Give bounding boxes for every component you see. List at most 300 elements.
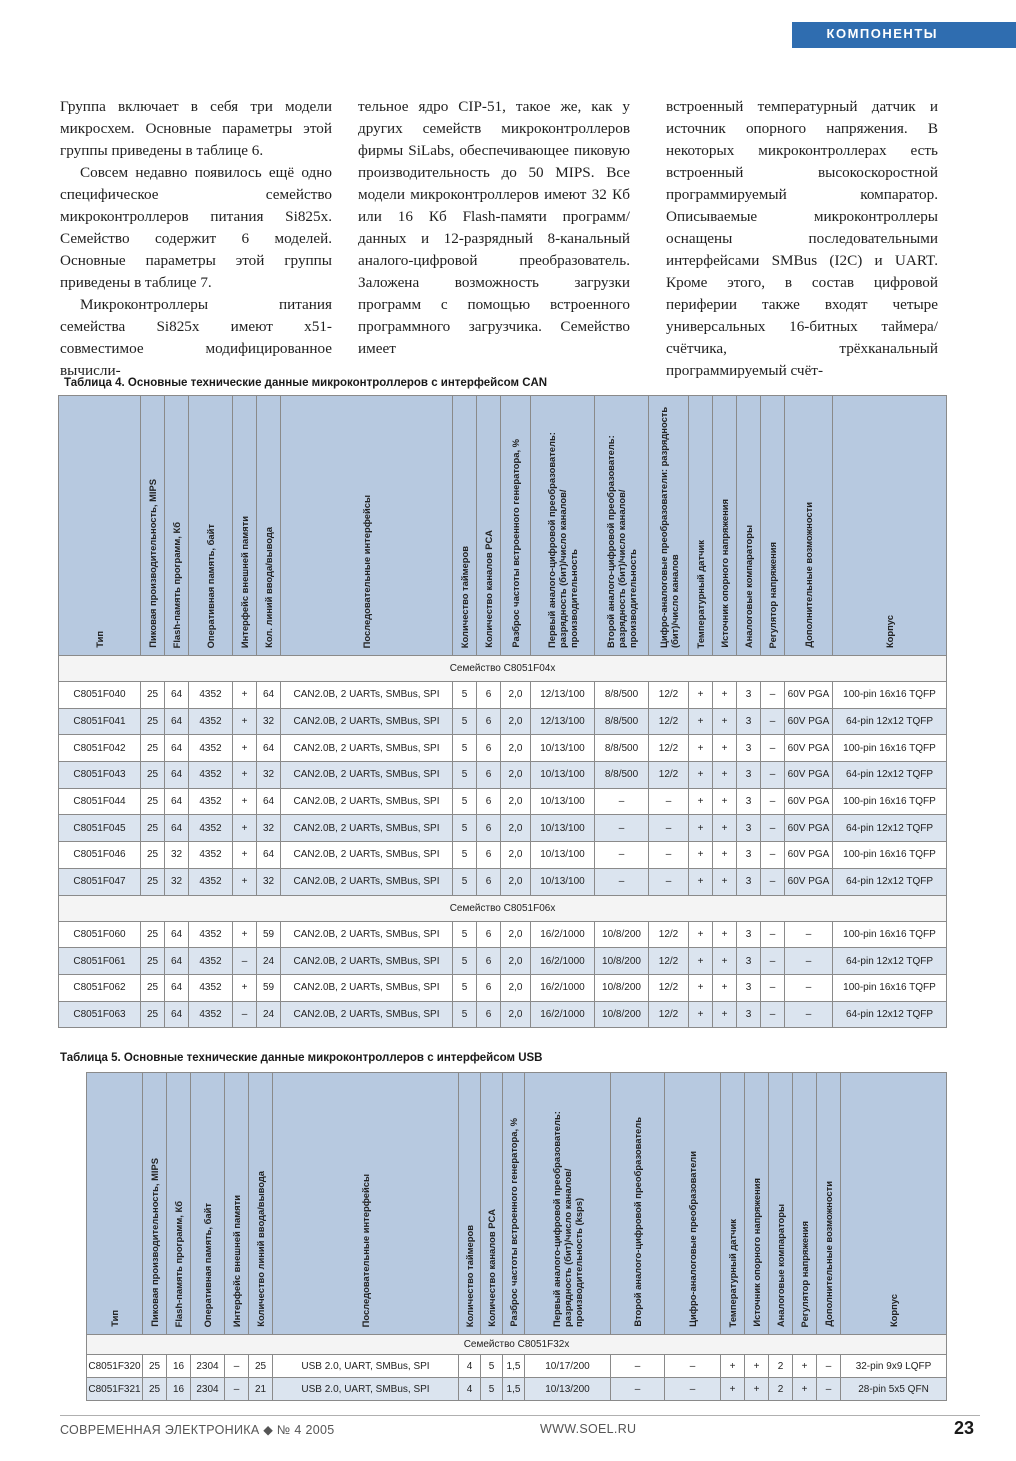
table-cell: 6 [477, 948, 501, 975]
table-cell: + [713, 708, 737, 735]
table-cell: – [233, 948, 257, 975]
table-cell: + [721, 1355, 745, 1378]
table-cell: 64 [257, 735, 281, 762]
text-column-1 [60, 96, 332, 382]
article-body [60, 96, 950, 379]
table-cell: – [611, 1355, 665, 1378]
table-row [59, 868, 947, 895]
table-cell: – [761, 762, 785, 789]
table-cell: CAN2.0B, 2 UARTs, SMBus, SPI [281, 735, 453, 762]
table-cell: 64 [165, 921, 189, 948]
family-label: Семейство C8051F06x [59, 895, 947, 921]
table-cell: – [761, 708, 785, 735]
table-cell: 100-pin 16x16 TQFP [833, 735, 947, 762]
column-header-label: Температурный датчик [727, 1218, 738, 1327]
table-cell: 64 [165, 682, 189, 709]
table-row [87, 1378, 947, 1401]
table-cell: 2,0 [501, 788, 531, 815]
table-cell: 5 [453, 1001, 477, 1028]
table-cell: 64-pin 12x12 TQFP [833, 948, 947, 975]
column-header [817, 1073, 841, 1335]
table-cell: 64 [165, 735, 189, 762]
table-cell: 12/2 [649, 921, 689, 948]
table-cell: CAN2.0B, 2 UARTs, SMBus, SPI [281, 868, 453, 895]
cell-type: C8051F063 [59, 1001, 141, 1028]
table-cell: 16 [167, 1355, 191, 1378]
table-cell: + [745, 1355, 769, 1378]
family-label: Семейство C8051F04x [59, 656, 947, 682]
table-cell: 100-pin 16x16 TQFP [833, 788, 947, 815]
table-cell: 6 [477, 842, 501, 869]
table-cell: 60V PGA [785, 708, 833, 735]
table-cell: 2,0 [501, 735, 531, 762]
table-cell: 10/13/100 [531, 815, 595, 842]
column-header-label: Источник опорного напряжения [719, 499, 730, 648]
table-cell: 12/13/100 [531, 708, 595, 735]
table-cell: 64-pin 12x12 TQFP [833, 815, 947, 842]
column-header [87, 1073, 143, 1335]
paragraph: Группа включает в себя три модели микросхем. Основные параметры этой группы приведены в таблице 6. [60, 98, 332, 159]
table-cell: 60V PGA [785, 868, 833, 895]
column-header-label: Оперативная память, байт [205, 523, 216, 648]
table-cell: – [665, 1355, 721, 1378]
table-cell: CAN2.0B, 2 UARTs, SMBus, SPI [281, 788, 453, 815]
table-cell: + [233, 682, 257, 709]
table-cell: 3 [737, 788, 761, 815]
cell-type: C8051F040 [59, 682, 141, 709]
table-cell: + [745, 1378, 769, 1401]
table-cell: 4352 [189, 921, 233, 948]
column-header-label: Первый аналого-цифровой преобразователь: разрядность (бит)/число каналов/производительность [546, 432, 579, 648]
table5-usb-microcontrollers [86, 1072, 947, 1401]
table-cell: 25 [141, 1001, 165, 1028]
family-row [59, 895, 947, 921]
table-cell: – [595, 815, 649, 842]
table-cell: + [233, 868, 257, 895]
table-cell: + [233, 735, 257, 762]
table-cell: 25 [141, 708, 165, 735]
table-cell: 100-pin 16x16 TQFP [833, 921, 947, 948]
table-cell: – [761, 735, 785, 762]
table-cell: 64-pin 12x12 TQFP [833, 762, 947, 789]
column-header-label: Регулятор напряжения [799, 1220, 810, 1327]
column-header-label: Интерфейс внешней памяти [231, 1194, 242, 1327]
table-cell: + [233, 708, 257, 735]
table-cell: 16/2/1000 [531, 921, 595, 948]
table-cell: + [721, 1378, 745, 1401]
footer-site: WWW.SOEL.RU [540, 1422, 637, 1436]
table-cell: 64 [257, 682, 281, 709]
column-header [689, 396, 713, 656]
table-cell: 2,0 [501, 762, 531, 789]
table-cell: – [761, 921, 785, 948]
table-cell: 3 [737, 1001, 761, 1028]
table-cell: + [233, 974, 257, 1001]
table-cell: 64 [165, 708, 189, 735]
table-cell: 25 [249, 1355, 273, 1378]
column-header-label: Первый аналого-цифровой преобразователь: разрядность (бит)/число каналов/производительность (ksps) [551, 1111, 584, 1327]
table-cell: 32 [257, 868, 281, 895]
table-cell: 10/13/100 [531, 868, 595, 895]
column-header-label: Второй аналого-цифровой преобразователь [632, 1117, 643, 1327]
cell-type: C8051F042 [59, 735, 141, 762]
column-header [165, 396, 189, 656]
column-header-label: Источник опорного напряжения [751, 1178, 762, 1327]
table-cell: 4352 [189, 762, 233, 789]
table-cell: + [689, 762, 713, 789]
table-cell: + [713, 921, 737, 948]
table-cell: 5 [453, 682, 477, 709]
table-cell: 32 [165, 868, 189, 895]
table-cell: 64 [165, 1001, 189, 1028]
table-cell: 5 [453, 815, 477, 842]
table4-caption: Таблица 4. Основные технические данные микроконтроллеров с интерфейсом CAN [64, 377, 548, 389]
table-cell: 6 [477, 735, 501, 762]
table-cell: 10/8/200 [595, 921, 649, 948]
column-header [273, 1073, 459, 1335]
table-cell: – [761, 682, 785, 709]
table-cell: 8/8/500 [595, 735, 649, 762]
table-cell: 3 [737, 948, 761, 975]
column-header-label: Дополнительные возможности [803, 502, 814, 648]
table-row [59, 1001, 947, 1028]
table-header-row [59, 396, 947, 656]
table-cell: + [689, 948, 713, 975]
table-cell: 10/8/200 [595, 948, 649, 975]
column-header-label: Тип [94, 631, 105, 648]
table-cell: + [233, 842, 257, 869]
table-cell: 10/17/200 [525, 1355, 611, 1378]
table-row [59, 682, 947, 709]
table-cell: – [785, 974, 833, 1001]
section-title: КОМПОНЕНТЫ [826, 26, 938, 41]
column-header [761, 396, 785, 656]
table-cell: CAN2.0B, 2 UARTs, SMBus, SPI [281, 948, 453, 975]
family-row [59, 656, 947, 682]
table-cell: 64 [165, 788, 189, 815]
table-cell: – [225, 1378, 249, 1401]
table-cell: 6 [477, 1001, 501, 1028]
column-header-label: Корпус [884, 614, 895, 648]
table-cell: 25 [141, 921, 165, 948]
table-cell: 6 [477, 815, 501, 842]
table-cell: + [689, 974, 713, 1001]
table-row [59, 974, 947, 1001]
text-column-2 [358, 96, 630, 360]
column-header [233, 396, 257, 656]
table-cell: 25 [141, 815, 165, 842]
table-cell: 3 [737, 735, 761, 762]
table-cell: 64-pin 12x12 TQFP [833, 868, 947, 895]
cell-type: C8051F045 [59, 815, 141, 842]
table-cell: – [595, 868, 649, 895]
table-cell: + [713, 948, 737, 975]
table-cell: + [689, 682, 713, 709]
table-cell: 3 [737, 815, 761, 842]
table-cell: – [233, 1001, 257, 1028]
cell-type: C8051F046 [59, 842, 141, 869]
table-row [59, 735, 947, 762]
table-cell: + [713, 815, 737, 842]
table-cell: 64 [165, 815, 189, 842]
table-cell: – [595, 788, 649, 815]
table-cell: 3 [737, 682, 761, 709]
table-cell: 2,0 [501, 921, 531, 948]
table-cell: 2,0 [501, 1001, 531, 1028]
table-cell: 25 [141, 788, 165, 815]
table-cell: – [649, 868, 689, 895]
table-cell: CAN2.0B, 2 UARTs, SMBus, SPI [281, 815, 453, 842]
table-cell: 3 [737, 974, 761, 1001]
column-header [745, 1073, 769, 1335]
table-cell: 2,0 [501, 974, 531, 1001]
table-cell: 8/8/500 [595, 762, 649, 789]
table-cell: + [713, 682, 737, 709]
column-header-label: Тип [109, 1310, 120, 1327]
table-cell: 2304 [191, 1378, 225, 1401]
table-cell: 5 [453, 948, 477, 975]
table-cell: 4352 [189, 1001, 233, 1028]
table-cell: 10/13/100 [531, 735, 595, 762]
cell-type: C8051F062 [59, 974, 141, 1001]
table-cell: 3 [737, 762, 761, 789]
paragraph: встроенный температурный датчик и источник опорного напряжения. В некоторых микроконтроллерах есть встроенный высокоскоростной программируемый компаратор. Описываемые микроконтроллеры оснащены последовательными интерфейсами SMBus (I2C) и UART. Кроме этого, в состав цифровой периферии также входят четыре универсальных 16-битных таймера/счётчика, трёхканальный программируемый счёт- [666, 98, 938, 379]
column-header-label: Flash-память программ, Кб [171, 521, 182, 648]
table-cell: 3 [737, 708, 761, 735]
column-header-label: Пиковая производительность, MIPS [147, 479, 158, 648]
table-cell: 10/13/100 [531, 762, 595, 789]
table-cell: 25 [141, 974, 165, 1001]
table-cell: – [785, 948, 833, 975]
column-header-label: Количество линий ввода/вывода [255, 1171, 266, 1327]
table-cell: – [761, 974, 785, 1001]
table-cell: 25 [141, 735, 165, 762]
table-cell: 4352 [189, 735, 233, 762]
column-header [477, 396, 501, 656]
table-cell: + [713, 788, 737, 815]
table-cell: 12/2 [649, 708, 689, 735]
table-cell: 60V PGA [785, 815, 833, 842]
paragraph: Совсем недавно появилось ещё одно специфическое семейство микроконтроллеров питания Si825x. Семейство содержит 6 моделей. Основные параметры этой группы приведены в таблице 7. [60, 164, 332, 291]
column-header-label: Регулятор напряжения [767, 541, 778, 648]
table-cell: 64 [257, 842, 281, 869]
table-cell: 25 [141, 682, 165, 709]
table-cell: + [713, 735, 737, 762]
column-header-label: Корпус [888, 1293, 899, 1327]
table-cell: 10/8/200 [595, 974, 649, 1001]
column-header [167, 1073, 191, 1335]
table-cell: – [817, 1355, 841, 1378]
table-cell: + [233, 762, 257, 789]
table-cell: 6 [477, 974, 501, 1001]
table-cell: – [761, 1001, 785, 1028]
column-header [59, 396, 141, 656]
table-cell: 1,5 [503, 1355, 525, 1378]
table-cell: 10/13/100 [531, 788, 595, 815]
column-header [611, 1073, 665, 1335]
text-column-3 [666, 96, 938, 382]
column-header [525, 1073, 611, 1335]
table-cell: 10/13/100 [531, 842, 595, 869]
table-cell: 8/8/500 [595, 682, 649, 709]
paragraph: Микроконтроллеры питания семейства Si825x имеют x51-совместимое модифицированное вычисли- [60, 296, 332, 379]
table4-can-microcontrollers [58, 395, 947, 1028]
table-cell: 5 [453, 788, 477, 815]
table-cell: 16/2/1000 [531, 974, 595, 1001]
table-row [59, 762, 947, 789]
column-header-label: Разброс частоты встроенного генератора, % [510, 439, 521, 648]
family-label: Семейство C8051F32x [87, 1335, 947, 1355]
table-cell: – [785, 1001, 833, 1028]
table-cell: 12/13/100 [531, 682, 595, 709]
table-cell: 25 [143, 1378, 167, 1401]
column-header [531, 396, 595, 656]
table-cell: + [793, 1355, 817, 1378]
table-cell: 6 [477, 921, 501, 948]
table-cell: 6 [477, 682, 501, 709]
table-cell: 25 [141, 948, 165, 975]
table-cell: 64 [257, 788, 281, 815]
column-header [665, 1073, 721, 1335]
table-cell: – [611, 1378, 665, 1401]
table-cell: CAN2.0B, 2 UARTs, SMBus, SPI [281, 842, 453, 869]
table-cell: + [713, 762, 737, 789]
table-cell: 2,0 [501, 708, 531, 735]
table-cell: 10/13/200 [525, 1378, 611, 1401]
table-cell: 2,0 [501, 842, 531, 869]
column-header [713, 396, 737, 656]
table-cell: 5 [453, 974, 477, 1001]
column-header-label: Аналоговые компараторы [743, 524, 754, 648]
column-header [503, 1073, 525, 1335]
column-header [189, 396, 233, 656]
table-cell: 4352 [189, 788, 233, 815]
table-row [87, 1355, 947, 1378]
column-header [769, 1073, 793, 1335]
family-row [87, 1335, 947, 1355]
table-cell: 6 [477, 788, 501, 815]
column-header-label: Температурный датчик [695, 539, 706, 648]
table-cell: 100-pin 16x16 TQFP [833, 682, 947, 709]
table-cell: 64 [165, 974, 189, 1001]
column-header-label: Кол. линий ввода/вывода [263, 527, 274, 648]
table-cell: – [665, 1378, 721, 1401]
column-header-label: Количество каналов PCA [486, 1209, 497, 1327]
table-cell: 5 [481, 1355, 503, 1378]
column-header [501, 396, 531, 656]
table5-caption: Таблица 5. Основные технические данные микроконтроллеров с интерфейсом USB [60, 1052, 543, 1064]
table-cell: 16/2/1000 [531, 948, 595, 975]
table-cell: CAN2.0B, 2 UARTs, SMBus, SPI [281, 682, 453, 709]
column-header [785, 396, 833, 656]
table-cell: 4352 [189, 815, 233, 842]
table-cell: + [689, 815, 713, 842]
table-cell: 8/8/500 [595, 708, 649, 735]
table-cell: + [689, 1001, 713, 1028]
table-cell: 32 [257, 708, 281, 735]
table-cell: – [761, 868, 785, 895]
cell-type: C8051F060 [59, 921, 141, 948]
table-row [59, 842, 947, 869]
table-cell: 28-pin 5x5 QFN [841, 1378, 947, 1401]
table-cell: 4352 [189, 868, 233, 895]
table-cell: 5 [453, 921, 477, 948]
table-cell: 10/8/200 [595, 1001, 649, 1028]
table-cell: 16/2/1000 [531, 1001, 595, 1028]
table-cell: – [761, 948, 785, 975]
table-cell: CAN2.0B, 2 UARTs, SMBus, SPI [281, 974, 453, 1001]
column-header-label: Дополнительные возможности [823, 1181, 834, 1327]
table-cell: 4352 [189, 842, 233, 869]
table-cell: 25 [141, 842, 165, 869]
table-cell: 64 [165, 762, 189, 789]
table-cell: 3 [737, 868, 761, 895]
table-cell: 6 [477, 762, 501, 789]
table-cell: 12/2 [649, 974, 689, 1001]
table-cell: 59 [257, 921, 281, 948]
table-cell: 12/2 [649, 735, 689, 762]
column-header [481, 1073, 503, 1335]
table-cell: 2 [769, 1355, 793, 1378]
cell-type: C8051F321 [87, 1378, 143, 1401]
table-cell: 4352 [189, 948, 233, 975]
table-cell: + [793, 1378, 817, 1401]
table-cell: 3 [737, 842, 761, 869]
table-cell: + [713, 1001, 737, 1028]
table-cell: 12/2 [649, 948, 689, 975]
table-cell: CAN2.0B, 2 UARTs, SMBus, SPI [281, 762, 453, 789]
table-cell: – [225, 1355, 249, 1378]
table-cell: 5 [453, 762, 477, 789]
column-header [143, 1073, 167, 1335]
column-header [649, 396, 689, 656]
footer-magazine: СОВРЕМЕННАЯ ЭЛЕКТРОНИКА ◆ № 4 2005 [60, 1423, 335, 1437]
table-cell: 4352 [189, 974, 233, 1001]
table-cell: 60V PGA [785, 762, 833, 789]
table-cell: – [649, 842, 689, 869]
table-cell: + [713, 842, 737, 869]
page-number: 23 [953, 1418, 974, 1438]
column-header-label: Аналоговые компараторы [775, 1203, 786, 1327]
column-header-label: Второй аналого-цифровой преобразователь: разрядность (бит)/число каналов/производительность [605, 435, 638, 648]
column-header [833, 396, 947, 656]
table-cell: 32 [165, 842, 189, 869]
table-row [59, 921, 947, 948]
column-header [249, 1073, 273, 1335]
table-cell: 5 [453, 842, 477, 869]
section-header [0, 22, 1016, 48]
column-header [453, 396, 477, 656]
cell-type: C8051F041 [59, 708, 141, 735]
column-header-label: Количество таймеров [459, 545, 470, 648]
column-header-label: Интерфейс внешней памяти [239, 515, 250, 648]
table-cell: 59 [257, 974, 281, 1001]
column-header-label: Пиковая производительность, MIPS [149, 1158, 160, 1327]
table-cell: 32-pin 9x9 LQFP [841, 1355, 947, 1378]
table-cell: 21 [249, 1378, 273, 1401]
table-cell: 3 [737, 921, 761, 948]
table-cell: 6 [477, 868, 501, 895]
table-cell: CAN2.0B, 2 UARTs, SMBus, SPI [281, 708, 453, 735]
table-cell: 64-pin 12x12 TQFP [833, 1001, 947, 1028]
cell-type: C8051F061 [59, 948, 141, 975]
table-cell: 4352 [189, 708, 233, 735]
table-cell: + [233, 921, 257, 948]
table-cell: 5 [481, 1378, 503, 1401]
table-cell: – [595, 842, 649, 869]
table-cell: 2,0 [501, 815, 531, 842]
column-header-label: Flash-память программ, Кб [173, 1200, 184, 1327]
